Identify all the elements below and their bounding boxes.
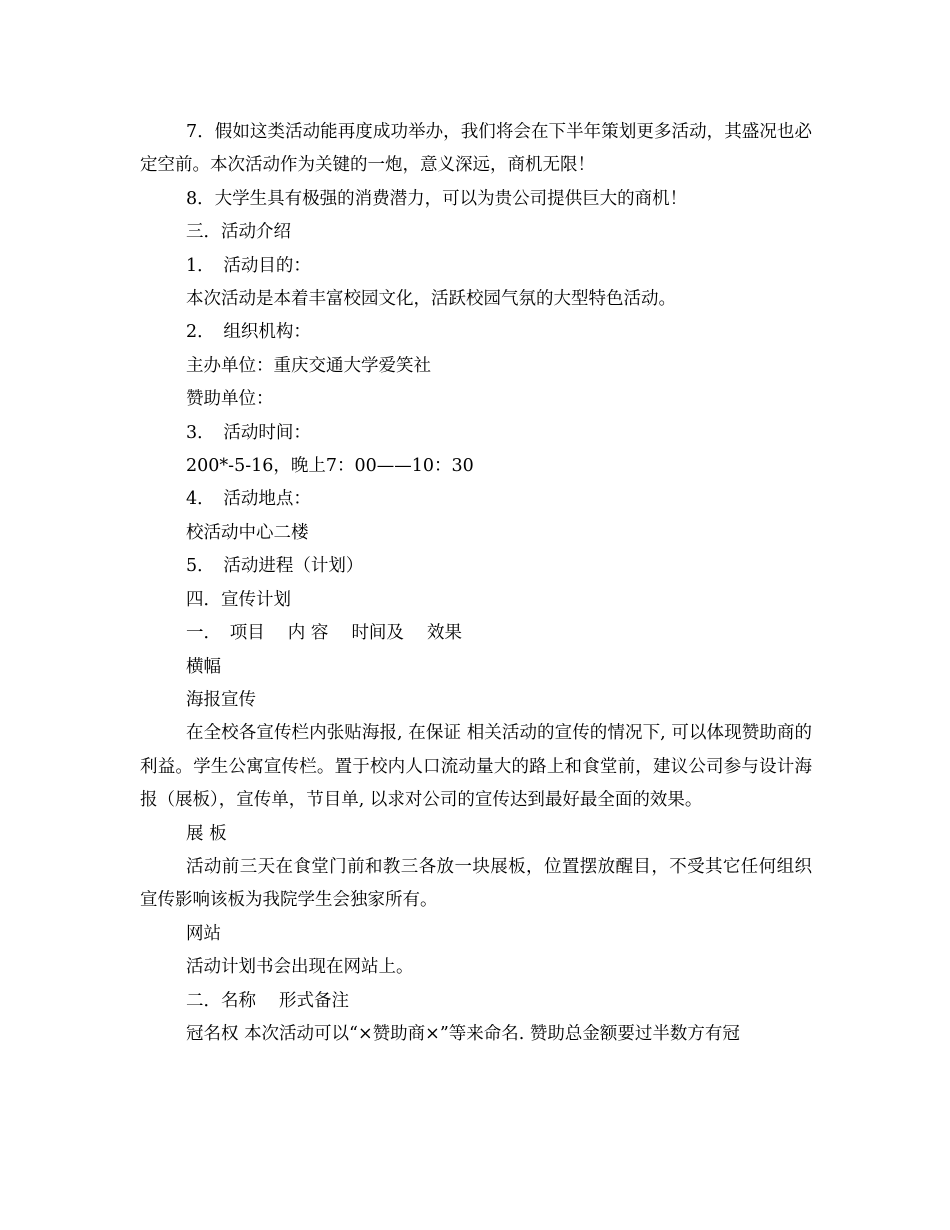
paragraph-8: 8．大学生具有极强的消费潜力，可以为贵公司提供巨大的商机！: [186, 188, 688, 209]
text-organizer: 主办单位：重庆交通大学爱笑社: [186, 355, 431, 376]
text-activity-location: 校活动中心二楼: [186, 522, 309, 543]
text-display-board: 展 板: [186, 823, 227, 844]
text-activity-purpose: 本次活动是本着丰富校园文化，活跃校园气氛的大型特色活动。: [186, 289, 676, 310]
paragraph-naming-rights: 冠名权 本次活动可以“×赞助商×”等来命名. 赞助总金额要过半数方有冠: [186, 1023, 740, 1044]
text-banner: 横幅: [186, 656, 221, 677]
item-organization: 2． 组织机构：: [186, 322, 311, 343]
paragraph-7: 7．假如这类活动能再度成功举办，我们将会在下半年策划更多活动，其盛况也必定空前。本次活动作为关键的一炮，意义深远，商机无限！: [140, 122, 812, 176]
item-activity-time: 3． 活动时间：: [186, 422, 311, 443]
text-sponsor: 赞助单位：: [186, 389, 274, 410]
item-activity-purpose: 1． 活动目的：: [186, 255, 311, 276]
item-activity-schedule: 5． 活动进程（计划）: [186, 556, 364, 577]
section-heading-activity-intro: 三．活动介绍: [186, 222, 291, 243]
table-header-naming: 二．名称 形式备注: [186, 990, 350, 1011]
section-heading-promotion-plan: 四．宣传计划: [186, 589, 291, 610]
table-header-promotion: 一． 项目 内 容 时间及 效果: [186, 623, 462, 644]
text-activity-time: 200*-5-16，晚上7：00——10：30: [186, 456, 474, 477]
text-poster-promotion: 海报宣传: [186, 689, 256, 710]
item-activity-location: 4． 活动地点：: [186, 489, 311, 510]
paragraph-poster-details: 在全校各宣传栏内张贴海报, 在保证 相关活动的宣传的情况下, 可以体现赞助商的利益。学生公寓宣传栏。置于校内人口流动量大的路上和食堂前，建议公司参与设计海报（展板），宣传单，节目单, 以求对公司的宣传达到最好最全面的效果。: [140, 723, 812, 811]
paragraph-display-board-details: 活动前三天在食堂门前和教三各放一块展板，位置摆放醒目，不受其它任何组织宣传影响该板为我院学生会独家所有。: [140, 856, 812, 911]
text-website: 网站: [186, 923, 221, 944]
document-page: [140, 116, 812, 1051]
text-website-details: 活动计划书会出现在网站上。: [186, 957, 414, 978]
